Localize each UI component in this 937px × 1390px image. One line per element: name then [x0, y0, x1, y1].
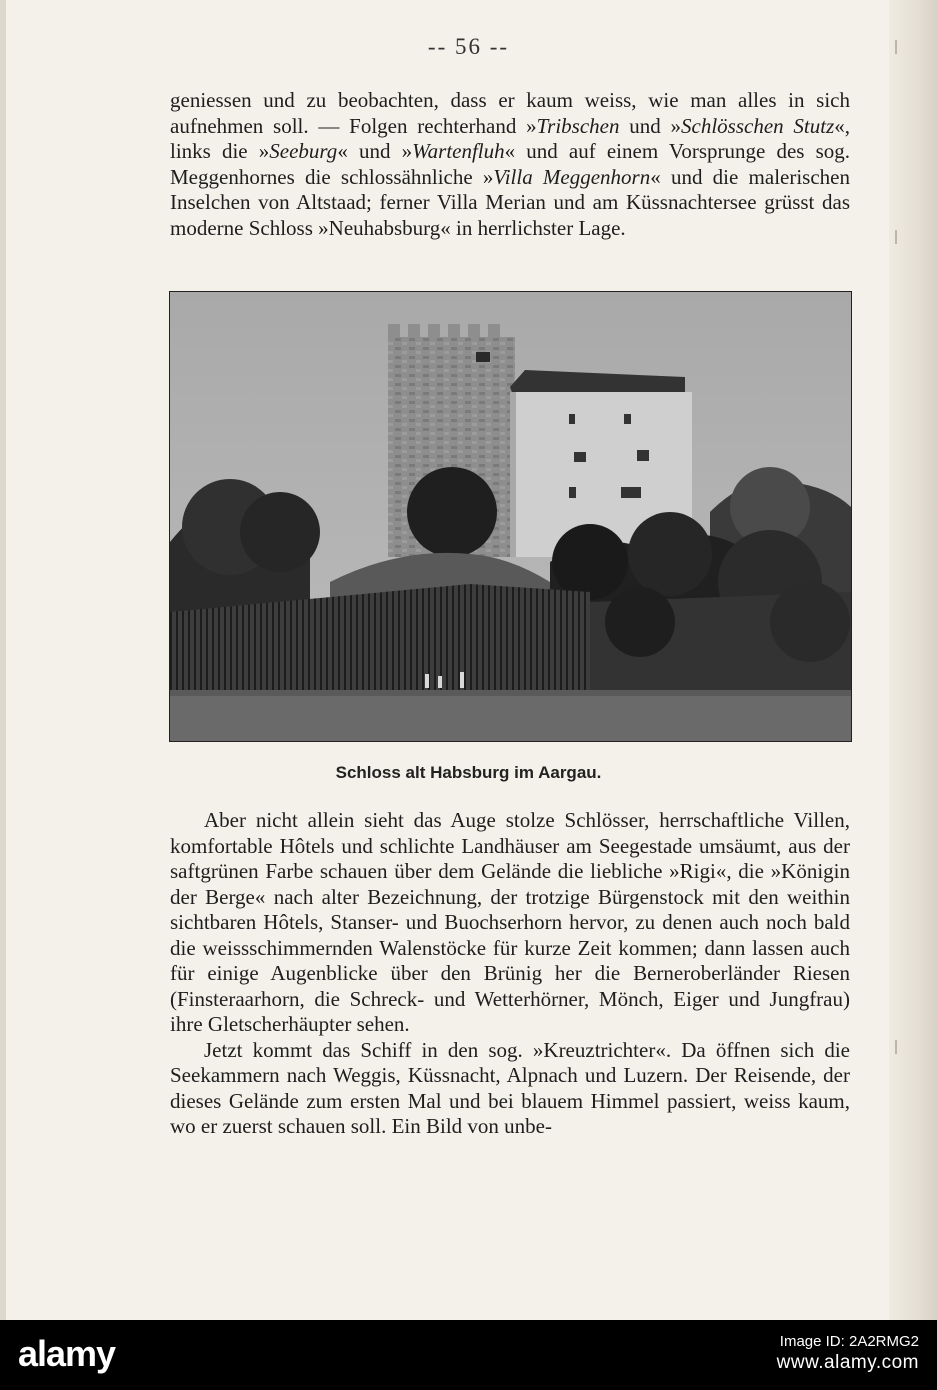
page-edge-mark [895, 1040, 897, 1054]
image-id-label: Image ID: 2A2RMG2 [779, 1333, 919, 1350]
paragraph-top [170, 88, 850, 241]
castle-photo-illustration [170, 292, 851, 741]
alamy-logo: alamy [18, 1333, 116, 1374]
castle-photograph [169, 291, 852, 742]
paragraph-middle [170, 808, 850, 1140]
paragraph-bottom-text: Jetzt kommt das Schiff in den sog. »Kreuztrichter«. Da öffnen sich die Seekammern nach Weggis, Küssnacht, Alpnach und Luzern. Der Reisende, der dieses Gelände zum ersten Mal und bei blauem Himmel passiert, weiss kaum, wo er zuerst schauen soll. Ein Bild von unbe- [170, 1037, 850, 1138]
watermark-info [777, 1333, 919, 1374]
page-edge-mark [895, 230, 897, 244]
page-number: -- 56 -- [427, 34, 510, 59]
figure-caption: Schloss alt Habsburg im Aargau. [335, 763, 602, 782]
page-edge-right [889, 0, 937, 1390]
paragraph-middle-text: Aber nicht allein sieht das Auge stolze Schlösser, herrschaftliche Villen, komfortable Hôtels und schlichte Landhäuser am Seegestade umsäumt, aus der saftgrünen Farbe schauen über dem Gelände die liebliche »Rigi«, die »Königin der Berge« nach alter Bezeichnung, der trotzige Bürgenstock mit den weithin sichtbaren Hôtels, Stanser- und Buochserhorn hervor, zu denen auch noch bald die weissschimmernden Walenstöcke für kurze Zeit kommen; dann lassen auch für einige Augenblicke über den Brünig her die Berneroberländer Riesen (Finsteraarhorn, die Schreck- und Wetterhörner, Mönch, Eiger und Jungfrau) ihre Gletscherhäupter sehen. [170, 808, 850, 1036]
site-url: www.alamy.com [776, 1352, 919, 1373]
paragraph-top-text: geniessen und zu beobachten, dass er kaum weiss, wie man alles in sich aufnehmen soll. — Folgen rechterhand »Tribschen und »Schlösschen Stutz«, links die »Seeburg« und »Wartenfluh« und auf einem Vorsprunge des sog. Meggenhornes die schlossähnliche »Villa Meggenhorn« und die malerischen Inselchen von Altstaad; ferner Villa Merian und am Küssnachtersee grüsst das moderne Schloss »Neuhabsburg« in herrlichster Lage. [170, 88, 851, 240]
page-edge-left [0, 0, 6, 1390]
